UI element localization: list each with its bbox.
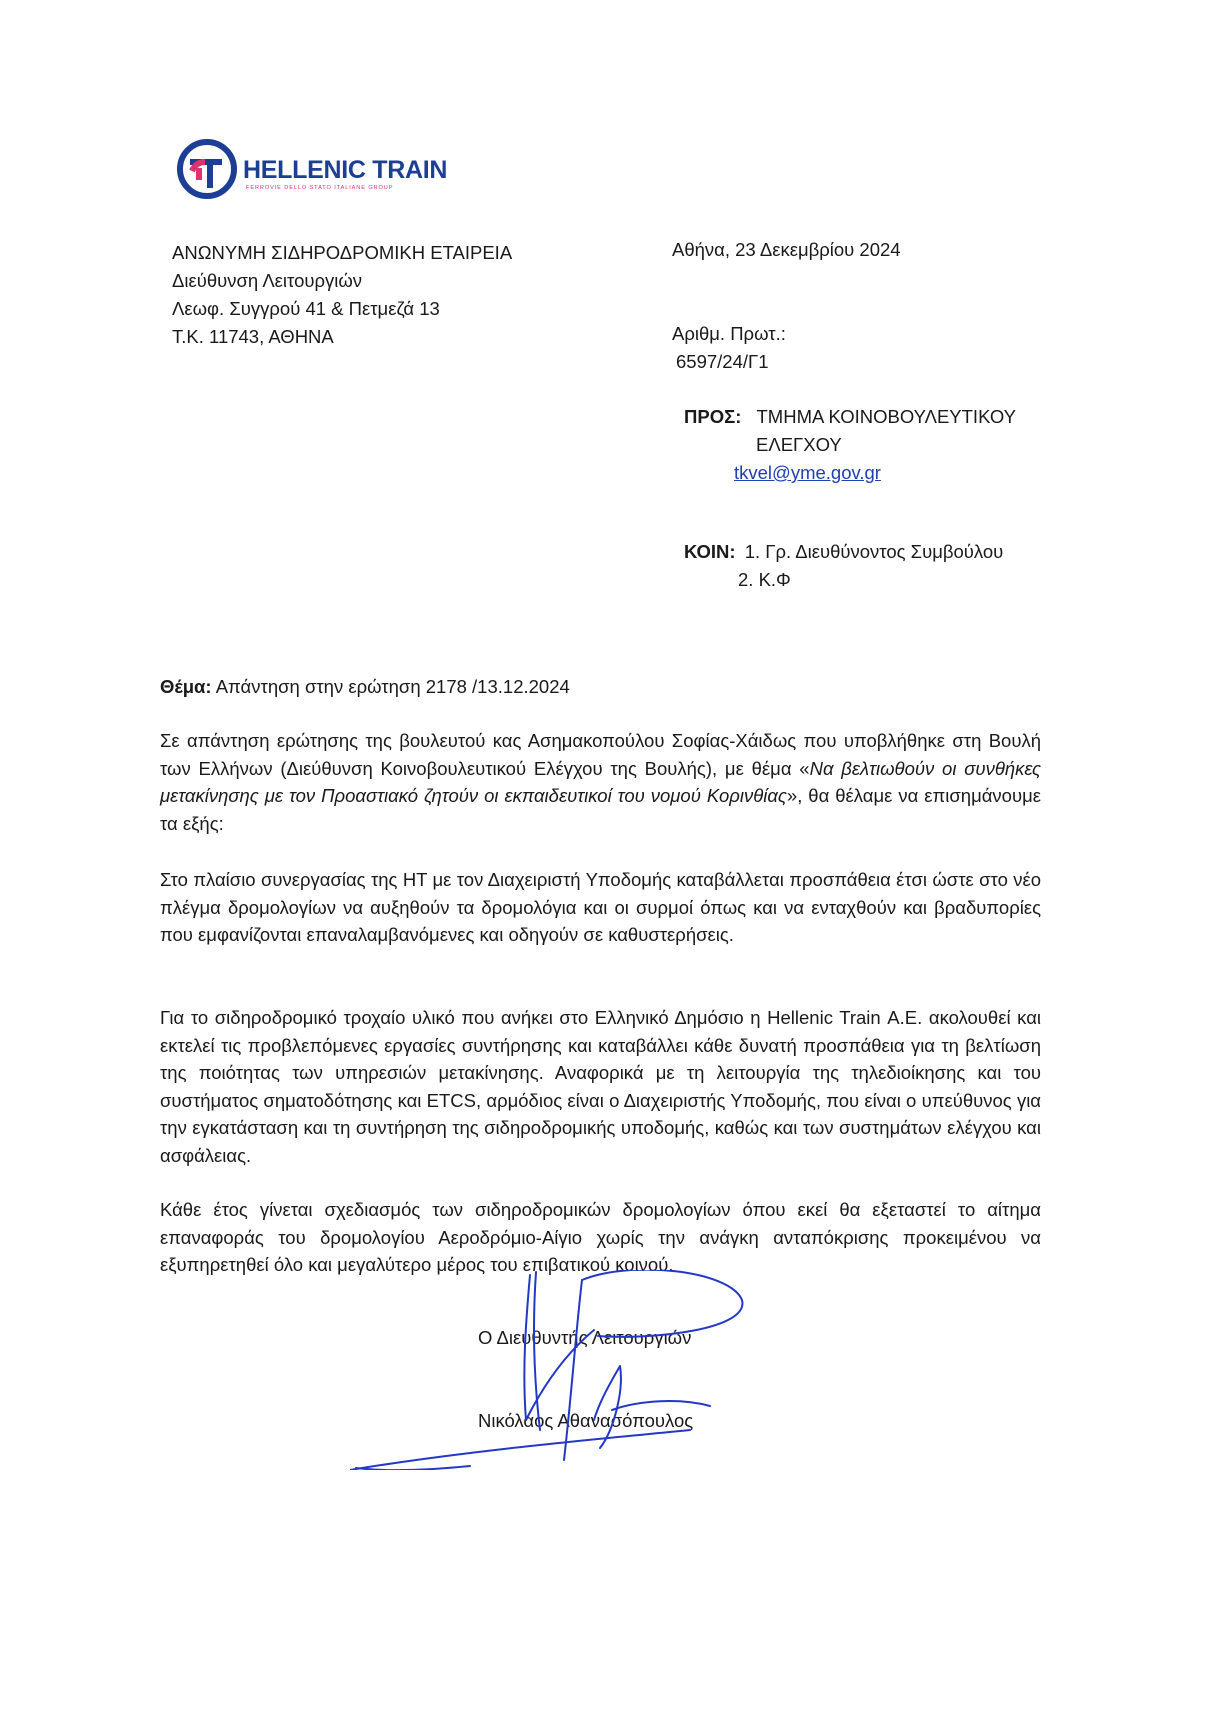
signer-name: Νικόλαος Αθανασόπουλος [478,1410,694,1431]
sender-street: Λεωφ. Συγγρού 41 & Πετμεζά 13 [172,298,440,319]
p1-start: Σε απάντηση ερώτησης της βουλευτού κας Ασημακοπούλου Σοφίας-Χάιδως που υποβλήθηκε στη Βουλή των Ελλήνων (Διεύθυνση Κοινοβουλευτικού Ελέγχου της Βουλής), με θέμα « [160,730,1041,779]
signer-title: Ο Διευθυντής Λειτουργιών [478,1327,692,1348]
cc-block [684,538,1003,594]
body-paragraph-3: Για το σιδηροδρομικό τροχαίο υλικό που ανήκει στο Ελληνικό Δημόσιο η Hellenic Train Α.Ε. ακολουθεί και εκτελεί τις προβλεπόμενες εργασίες συντήρησης και καταβάλλει κάθε δυνατή προσπάθεια για τη βελτίωση της ποιότητας των υπηρεσιών μετακίνησης. Αναφορικά με τη λειτουργία της τηλεδιοίκησης και του συστήματος σηματοδότησης και ETCS, αρμόδιος είναι ο Διαχειριστής Υποδομής, που είναι ο υπεύθυνος για την εγκατάσταση και τη συντήρηση της σιδηροδρομικής υποδομής, καθώς και των συστημάτων ελέγχου και ασφάλειας. [160,1007,1041,1166]
protocol-number: 6597/24/Γ1 [676,351,769,372]
letter-date: Αθήνα, 23 Δεκεμβρίου 2024 [672,239,901,260]
hellenic-train-logo-icon [176,138,238,200]
sender-block [172,239,512,351]
recipient-block [684,403,1016,487]
company-logo [176,138,456,202]
protocol-label: Αριθμ. Πρωτ.: [672,323,786,344]
subject-line [160,676,570,698]
recipient-line2: ΕΛΕΓΧΟΥ [756,434,842,455]
subject-label: Θέμα: [160,676,212,697]
body-paragraph-1 [160,727,1041,837]
sender-company: ΑΝΩΝΥΜΗ ΣΙΔΗΡΟΔΡΟΜΙΚΗ ΕΤΑΙΡΕΙΑ [172,242,513,263]
handwritten-signature-icon [350,1270,800,1470]
body-paragraph-4: Κάθε έτος γίνεται σχεδιασμός των σιδηροδρομικών δρομολογίων όπου εκεί θα εξεταστεί το αίτημα επαναφοράς του δρομολογίου Αεροδρόμιο-Αίγιο χωρίς την ανάγκη ανταπόκρισης προκειμένου να εξυπηρετηθεί όλο και μεγαλύτερο μέρος του επιβατικού κοινού. [160,1199,1041,1275]
cc-label: ΚΟΙΝ: [684,541,736,562]
cc-item-2: 2. Κ.Φ [738,569,791,590]
p1-italic-topic: Να βελτιωθούν οι συνθήκες μετακίνησης με τον Προαστιακό ζητούν οι εκπαιδευτικοί του νομού Κορινθίας [160,757,1042,806]
logo-subtitle: FERROVIE DELLO STATO ITALIANE GROUP [246,185,394,191]
recipient-email-link[interactable]: tkvel@yme.gov.gr [734,462,881,483]
p1-end: », θα θέλαμε να επισημάνουμε τα εξής: [160,785,1041,834]
subject-text: Απάντηση στην ερώτηση 2178 /13.12.2024 [215,676,570,697]
cc-item-1: 1. Γρ. Διευθύνοντος Συμβούλου [744,541,1004,562]
recipient-label: ΠΡΟΣ: [684,406,742,427]
body-paragraph-2: Στο πλαίσιο συνεργασίας της ΗΤ με τον Διαχειριστή Υποδομής καταβάλλεται προσπάθεια έτσι ώστε στο νέο πλέγμα δρομολογίων να αυξηθούν τα δρομολόγια και οι συρμοί όπως και να ενταχθούν και βραδυπορίες που εμφανίζονται επαναλαμβανόμενες και οδηγούν σε καθυστερήσεις. [160,869,1041,945]
protocol-block [672,320,786,376]
recipient-line1: ΤΜΗΜΑ ΚΟΙΝΟΒΟΥΛΕΥΤΙΚΟΥ [756,406,1016,427]
sender-department: Διεύθυνση Λειτουργιών [172,270,363,291]
logo-name: HELLENIC TRAIN [243,156,448,184]
sender-postal: Τ.Κ. 11743, ΑΘΗΝΑ [172,326,334,347]
